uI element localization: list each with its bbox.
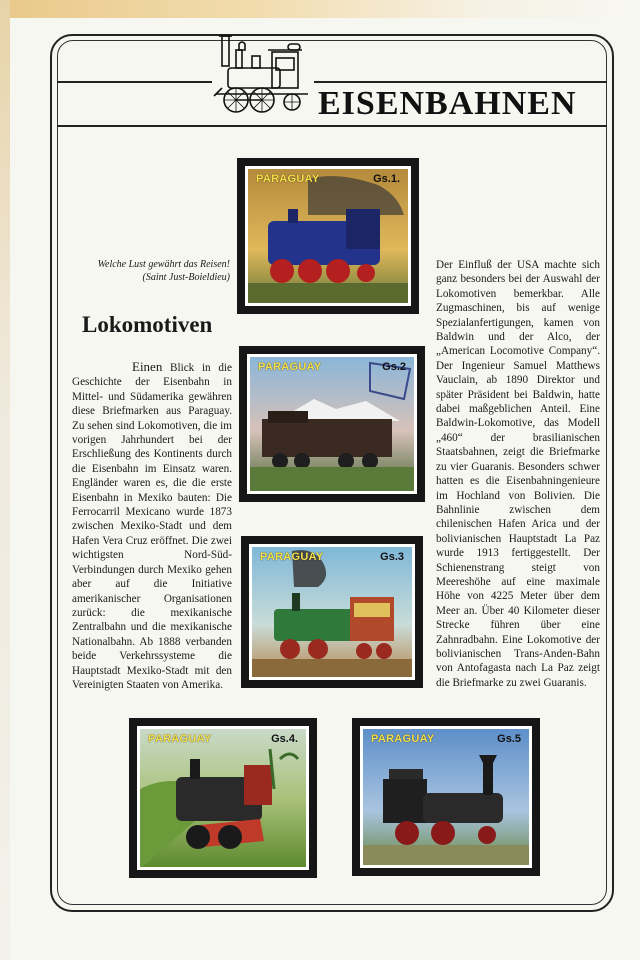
stamp-country: PARAGUAY — [371, 733, 435, 745]
stamp-mount — [239, 346, 425, 502]
title-rule-bottom — [57, 125, 607, 127]
stamp-image — [245, 166, 411, 306]
stamp-mount — [241, 536, 423, 688]
left-column-text — [72, 360, 232, 692]
stamp-value: Gs.2 — [382, 361, 406, 373]
epigraph-line: Welche Lust gewährt das Reisen! — [97, 259, 230, 270]
stamp-image — [249, 544, 415, 680]
page-edge-left — [0, 0, 10, 960]
stamp-image — [360, 726, 532, 868]
epigraph — [64, 258, 230, 284]
page-title: EISENBAHNEN — [318, 85, 577, 122]
stamp-image — [137, 726, 309, 870]
locomotive-icon — [212, 30, 314, 118]
stamp-mount — [352, 718, 540, 876]
page-edge — [0, 0, 640, 18]
stamp-country: PARAGUAY — [148, 733, 212, 745]
stamp-country: PARAGUAY — [258, 361, 322, 373]
epigraph-attribution: (Saint Just-Boieldieu) — [142, 272, 230, 283]
left-column-body: Blick in die Geschichte der Eisenbahn in Mittel- und Südamerika gewähren diese Briefmarken aus Paraguay. Zu sehen sind Lokomotiven, die im vorigen Jahrhundert bei der Erschließung des Kontinents durch die Eisenbahn im Einsatz waren. Engländer waren es, die die erste Eisenbahn in Mexiko bauten: Die Ferrocarril Mexicano wurde 1873 zwischen Mexiko-Stadt und dem Hafen Vera Cruz eröffnet. Die zwei wichtigsten Nord-Süd-Verbindungen durch Mexiko gehen aber auf die Initiative amerikanischer Organisationen zurück: die mexikanische Zentralbahn und die mexikanische Nationalbahn. Ab 1888 verbanden beide Verkehrssysteme die Hauptstadt Mexiko-Stadt mit den Vereinigten Staaten von Amerika. — [72, 362, 232, 691]
title-rule-top — [57, 81, 607, 83]
right-column-text: Der Einfluß der USA machte sich ganz besonders bei der Auswahl der Lokomotiven bemerkbar. Alle Zugmaschinen, bis auf wenige Spezialanfertigungen, kamen von Baldwin und der Alco, der „American Locomotive Company“. Der Ingenieur Samuel Matthews Vauclain, ab 1890 Direktor und später Präsident bei Baldwin, hatte dabei maßgeblichen Anteil. Eine Baldwin-Lokomotive, das Modell „460“ der brasilianischen Staatsbahnen, zeigt die Briefmarke zu vier Guaranis. Besonders schwer hatten es die Eisenbahningenieure im Hochland von Bolivien. Die Bahnlinie zwischen dem chilenischen Hafen Arica und der bolivianischen Hauptstadt La Paz wurde 1913 fertiggestellt. Der Schienenstrang steigt von Meereshöhe auf eine maximale Höhe von 4225 Meter über dem Meer an. Über 40 Kilometer dieser Strecke führen über eine Zahnradbahn. Eine Lokomotive der bolivianischen Trans-Anden-Bahn von Antofagasta nach La Paz zeigt die Briefmarke zu zwei Guaranis. — [436, 259, 600, 689]
stamp-value: Gs.4. — [271, 733, 298, 745]
dropcap-word: Einen — [132, 359, 163, 374]
stamp-country: PARAGUAY — [256, 173, 320, 185]
stamp-mount — [237, 158, 419, 314]
section-heading: Lokomotiven — [82, 312, 213, 337]
stamp-image — [247, 354, 417, 494]
stamp-value: Gs.3 — [380, 551, 404, 563]
stamp-value: Gs.5 — [497, 733, 521, 745]
stamp-value: Gs.1. — [373, 173, 400, 185]
stamp-mount — [129, 718, 317, 878]
stamp-country: PARAGUAY — [260, 551, 324, 563]
